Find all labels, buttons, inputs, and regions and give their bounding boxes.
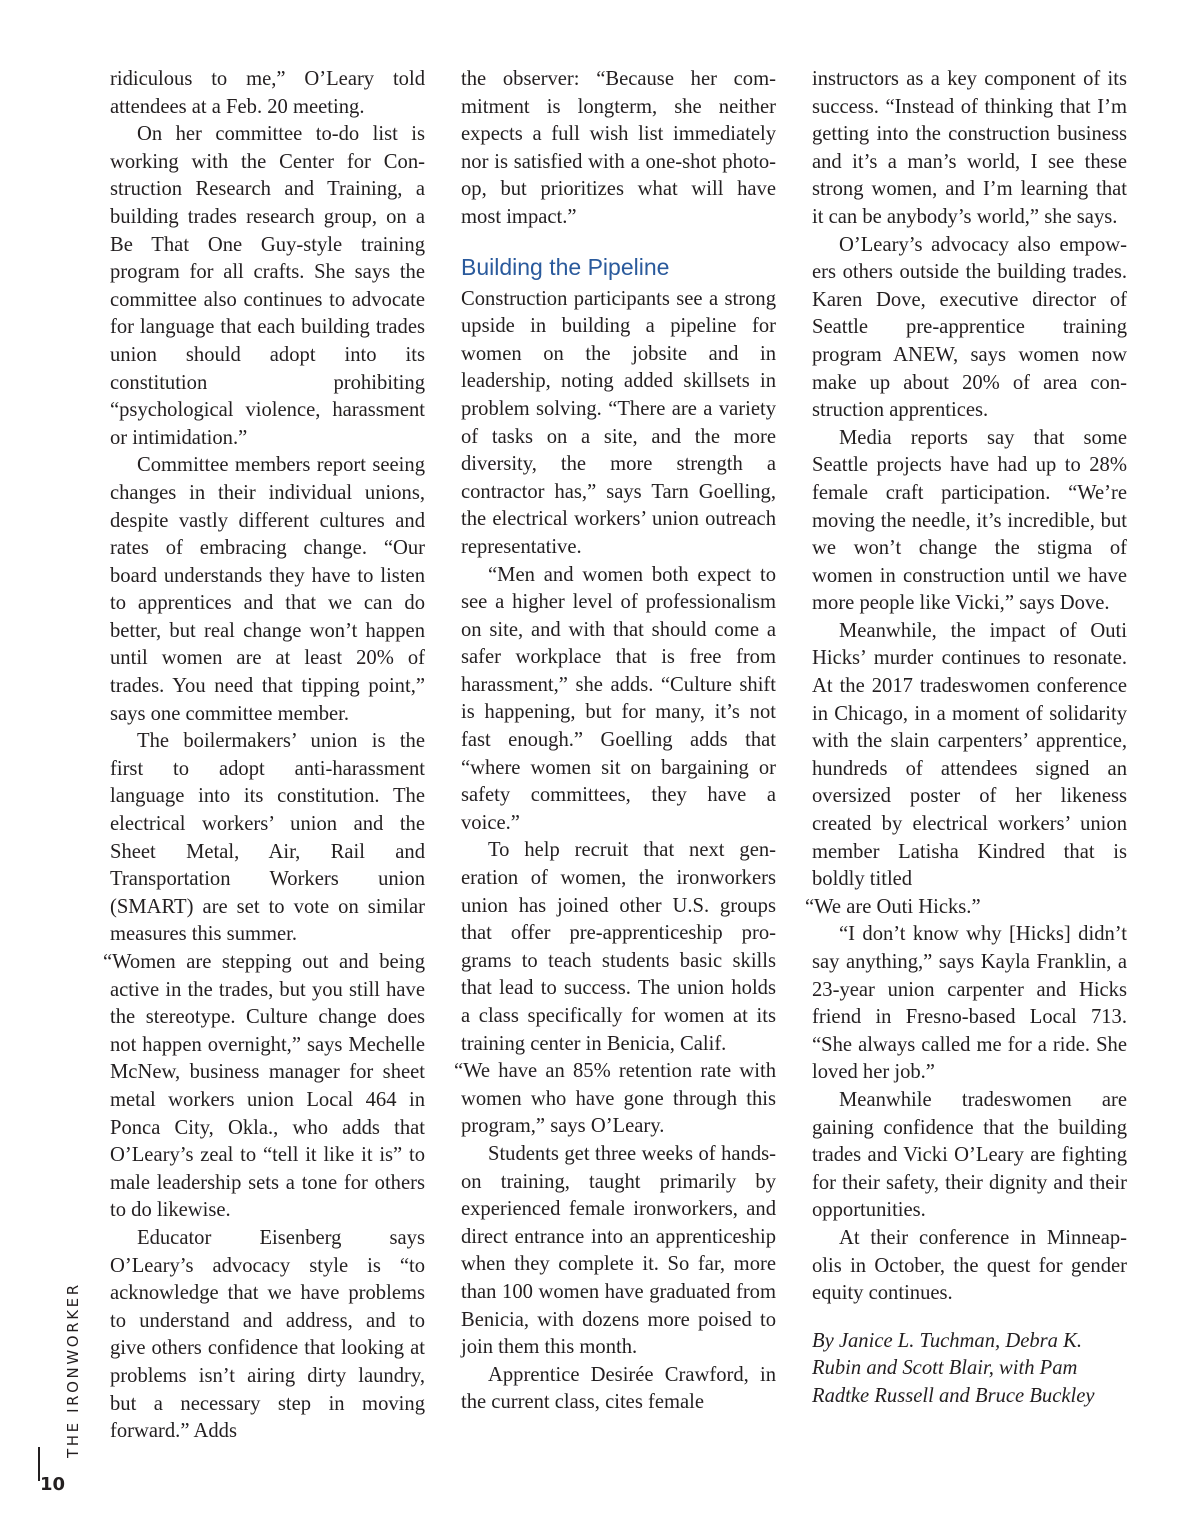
paragraph: “Men and women both expect to see a higher level of professionalism on site, and with that should come a safer workplace that is free from harassment,” she adds. “Culture shift is happening, but for many, it’s not fast enough.” Goelling adds that “where women sit on bargaining or safety committees, they have a voice.” xyxy=(461,563,776,834)
paragraph: instructors as a key component of its success. “Instead of thinking that I’m getting into the construction business and it’s a man’s world, I see these strong women, and I’m learning that it can be anybody’s world,” she says. xyxy=(812,68,1127,228)
paragraph: “I don’t know why [Hicks] didn’t say anything,” says Kayla Franklin, a 23-year union carpenter and Hicks friend in Fresno-based Local 713. “She always called me for a ride. She loved her job.” xyxy=(812,923,1127,1084)
paragraph: the observer: “Because her commitment is longterm, she neither expects a full wish list immediately nor is satisfied with a one-shot photo-op, but prioritizes what will have most impact.” xyxy=(461,68,776,228)
article-column-3 xyxy=(805,66,1127,1411)
paragraph: Committee members report seeing changes in their individual unions, despite vastly different cultures and rates of embracing change. “Our board understands they have to listen to apprentices and that we can do better, but real change won’t happen until women are at least 20% of trades. You need that tipping point,” says one committee member. xyxy=(110,454,425,725)
byline: By Janice L. Tuchman, Debra K. Rubin and Scott Blair, with Pam Radtke Russell and Bruce Buckley xyxy=(812,1329,1095,1407)
paragraph: Construction participants see a strong upside in building a pipeline for women on the jobsite and in leadership, noting added skillsets in problem solving. “There are a variety of tasks on a site, and the more diversity, the more strength a contractor has,” says Tarn Goelling, the electrical workers’ union outreach representative. xyxy=(461,287,776,558)
paragraph: Meanwhile tradeswomen are gaining confidence that the building trades and Vicki O’Leary are fighting for their safety, their dignity and their opportunities. xyxy=(812,1088,1127,1222)
paragraph: “We have an 85% retention rate with women who have gone through this program,” says O’Leary. xyxy=(454,1060,776,1138)
paragraph: Students get three weeks of hands-on training, taught primarily by experienced female ironworkers, and direct entrance into an apprenticeship when they complete it. So far, more than 100 women have graduated from Benicia, with dozens more poised to join them this month. xyxy=(461,1142,776,1359)
article-column-1 xyxy=(103,66,425,1446)
paragraph: Educator Eisenberg says O’Leary’s advocacy style is “to acknowledge that we have problems to understand and address, and to give others confidence that looking at problems isn’t airing dirty laundry, but a necessary step in moving forward.” Adds xyxy=(110,1226,425,1443)
paragraph: On her committee to-do list is working with the Center for Construction Research and Training, a building trades research group, on a Be That One Guy-style training program for all crafts. She says the committee also continues to advocate for language that each building trades union should adopt into its constitution prohibiting “psychological violence, harassment or intimidation.” xyxy=(110,123,425,449)
magazine-title: THE IRONWORKER xyxy=(64,1282,82,1458)
paragraph: Media reports say that some Seattle projects have had up to 28% female craft participation. “We’re moving the needle, it’s incredible, but we won’t change the stigma of women in construction until we have more people like Vicki,” says Dove. xyxy=(812,426,1127,615)
section-heading: Building the Pipeline xyxy=(461,253,670,280)
paragraph: O’Leary’s advocacy also empowers others outside the building trades. Karen Dove, executive director of Seattle pre-apprentice training program ANEW, says women now make up about 20% of area construction apprentices. xyxy=(812,233,1127,422)
paragraph: At their conference in Minneapolis in October, the quest for gender equity continues. xyxy=(812,1226,1127,1305)
paragraph: ridiculous to me,” O’Leary told attendees at a Feb. 20 meeting. xyxy=(110,68,425,118)
paragraph: The boilermakers’ union is the first to adopt anti-harassment language into its constitution. The electrical workers’ union and the Sheet Metal, Air, Rail and Transportation Workers union (SMART) are set to vote on similar measures this summer. xyxy=(110,730,425,946)
paragraph: “We are Outi Hicks.” xyxy=(805,895,981,918)
paragraph: Apprentice Desirée Crawford, in the current class, cites female xyxy=(461,1363,776,1414)
paragraph: Meanwhile, the impact of Outi Hicks’ murder continues to resonate. At the 2017 tradeswomen conference in Chicago, in a moment of solidarity with the slain carpenters’ apprentice, hundreds of attendees signed an oversized poster of her likeness created by electrical workers’ union member Latisha Kindred that is boldly titled xyxy=(812,619,1127,891)
paragraph: “Women are stepping out and being active in the trades, but you still have the stereotype. Culture change does not happen overnight,” says Mechelle McNew, business manager for sheet metal workers union Local 464 in Ponca City, Okla., who adds that O’Leary’s zeal to “tell it like it is” to male leadership sets a tone for others to do likewise. xyxy=(103,951,425,1222)
article-column-2 xyxy=(454,66,776,1417)
paragraph: To help recruit that next generation of women, the ironworkers union has joined other U.S. groups that offer pre-apprenticeship programs to teach students basic skills that lead to success. The union holds a class specifically for women at its training center in Benicia, Calif. xyxy=(461,839,776,1055)
page-number: 10 xyxy=(40,1474,66,1495)
